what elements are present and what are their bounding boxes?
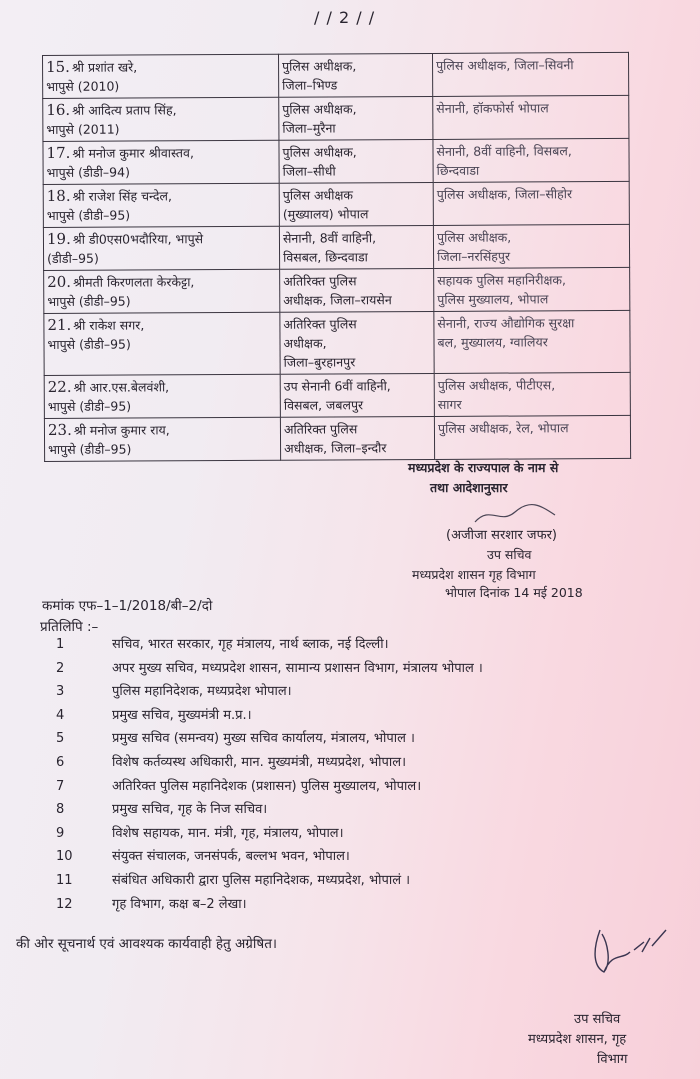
current-post-cell [280,268,434,312]
copy-number: 8 [56,802,65,818]
new-post-cell-to1: पुलिस अधीक्षक, रेल, भोपाल [437,420,569,436]
current-post-cell [279,139,433,183]
row-number: 17. [46,143,71,162]
officer-name: श्री राजेश सिंह चन्देल, [72,188,172,204]
new-post-cell [434,372,630,416]
current-post-cell-from1: पुलिस अधीक्षक [282,187,354,203]
officer-name: श्री मनोज कुमार श्रीवास्तव, [72,145,194,161]
new-post-cell [433,95,629,139]
new-post-cell-to1: सेनानी, राज्य औद्योगिक सुरक्षा [437,315,575,331]
officer-cell [43,183,279,227]
current-post-cell [280,311,434,374]
officer-cell [43,97,279,141]
row-number: 22. [47,377,72,396]
officer-cell [43,226,279,270]
table-row [43,224,629,270]
order-number: कमांक एफ–1–1/2018/बी–2/दो [42,598,213,614]
current-post-cell [279,225,433,269]
new-post-cell-to2: छिन्दवाडा [436,162,480,178]
copy-recipient: प्रमुख सचिव, मुख्यमंत्री म.प्र.। [112,707,252,723]
officer-name: श्री राकेश सगर, [73,317,145,333]
current-post-cell-from1: पुलिस अधीक्षक, [282,101,357,117]
signatory-designation: उप सचिव [487,547,532,562]
copy-heading: प्रतिलिपि :– [40,619,99,635]
copy-recipient: अपर मुख्य सचिव, मध्यप्रदेश शासन, सामान्य प्रशासन विभाग, मंत्रालय भोपाल । [112,660,483,676]
current-post-cell-from1: उप सेनानी 6वीं वाहिनी, [283,378,391,394]
copy-recipient: अतिरिक्त पुलिस महानिदेशक (प्रशासन) पुलिस मुख्यालय, भोपाल। [112,778,422,794]
current-post-cell-from1: पुलिस अधीक्षक, [282,144,357,160]
row-number: 23. [47,420,72,439]
copy-number: 4 [56,707,65,723]
current-post-cell [279,182,433,226]
new-post-cell-to2: जिला–नरसिंहपुर [437,248,511,264]
table-row [44,372,630,418]
table-row [43,138,629,184]
new-post-cell [432,52,628,96]
final-designation: उप सचिव [574,1012,621,1027]
page-number: / / 2 / / [314,8,376,27]
copy-number: 1 [56,637,65,652]
current-post-cell-from1: पुलिस अधीक्षक, [282,58,357,74]
copy-recipient: विशेष कर्तव्यस्थ अधिकारी, मान. मुख्यमंत्री, मध्यप्रदेश, भोपाल। [112,755,407,770]
officer-cell-cadre: भापुसे (2010) [46,78,120,94]
new-post-cell-to1: पुलिस अधीक्षक, [436,229,512,245]
copy-number: 9 [56,825,65,841]
copy-recipient: प्रमुख सचिव (समन्वय) मुख्य सचिव कार्यालय, मंत्रालय, भोपाल । [112,731,415,747]
current-post-cell-from1: अतिरिक्त पुलिस [283,316,357,332]
current-post-cell-from2: अधीक्षक, [283,335,327,351]
copy-number: 7 [56,778,65,794]
officer-cell-name [46,100,275,120]
current-post-cell-from1: अतिरिक्त पुलिस [283,421,358,437]
row-number: 20. [47,272,72,291]
copy-recipient: संयुक्त संचालक, जनसंपर्क, बल्लभ भवन, भोपाल। [112,849,350,865]
copy-recipient: प्रमुख सचिव, गृह के निज सचिव। [112,802,268,818]
officer-name: श्री आर.एस.बेलवंशी, [73,379,170,395]
current-post-cell-from3: जिला–बुरहानपुर [283,354,356,370]
copy-number: 3 [56,684,65,700]
officer-cell-name [48,420,277,440]
table-row [43,95,629,141]
new-post-cell [434,267,630,311]
new-post-cell [433,181,629,225]
copy-recipient: पुलिस महानिदेशक, मध्यप्रदेश भोपाल। [112,684,292,700]
row-number: 16. [46,100,71,119]
table-row [44,267,630,313]
new-post-cell-to2: पुलिस मुख्यालय, भोपाल [437,291,549,307]
current-post-cell [279,96,433,140]
officer-name: श्री प्रशांत खरे, [71,59,138,75]
handwritten-signature [582,922,682,982]
officer-cell-name [47,315,276,335]
current-post-cell-from1: अतिरिक्त पुलिस [283,273,357,289]
transfer-table [42,52,631,462]
officer-name: श्री मनोज कुमार राय, [73,422,170,438]
authority-line-2: तथा आदेशानुसार [430,480,508,495]
copy-number: 5 [56,731,65,747]
officer-cell-cadre: भापुसे (2011) [46,121,120,137]
copy-recipient: गृह विभाग, कक्ष ब–2 लेखा। [112,896,247,912]
copy-number: 12 [56,896,73,912]
new-post-cell [434,310,630,373]
closing-line: की ओर सूचनार्थ एवं आवश्यक कार्यवाही हेतु अग्रेषित। [16,936,278,952]
table-row [44,415,630,461]
signatory-department: मध्यप्रदेश शासन गृह विभाग [412,567,536,582]
new-post-cell [433,224,629,268]
officer-cell [44,269,280,313]
officer-cell-cadre: भापुसे (डीडी–95) [47,336,131,352]
new-post-cell-to1: पुलिस अधीक्षक, जिला–सिवनी [436,57,574,73]
officer-cell [44,417,280,461]
current-post-cell-from2: अधीक्षक, जिला–इन्दौर [284,440,387,456]
copy-number: 6 [56,755,65,770]
officer-cell [44,374,280,418]
row-number: 19. [46,229,71,248]
new-post-cell-to2: सागर [437,396,462,412]
officer-cell-name [47,272,276,292]
officer-cell [43,54,279,98]
officer-name: श्रीमती किरणलता केरकेट्टा, [73,274,195,290]
copy-number: 10 [56,849,73,865]
row-number: 15. [46,57,70,76]
current-post-cell [280,373,434,417]
new-post-cell-to1: सेनानी, हॉकफोर्स भोपाल [436,100,549,116]
current-post-cell-from2: (मुख्यालय) भोपाल [282,206,369,222]
officer-cell-name [47,186,276,206]
authority-line-1: मध्यप्रदेश के राज्यपाल के नाम से [408,460,559,475]
copy-number: 2 [56,660,65,676]
signatory-name: (अजीजा सरशार जफर) [446,528,557,543]
new-post-cell-to1: सहायक पुलिस महानिरीक्षक, [437,272,567,288]
new-post-cell [433,138,629,182]
row-number: 21. [47,315,72,334]
new-post-cell [434,415,630,459]
officer-cell-name [48,377,277,397]
current-post-cell-from2: जिला–मुरैना [282,120,336,136]
new-post-cell-to2: बल, मुख्यालय, ग्वालियर [437,334,548,350]
copy-recipient: संबंधित अधिकारी द्वारा पुलिस महानिदेशक, मध्यप्रदेश, भोपालं । [112,873,411,888]
final-department-suffix: विभाग [597,1052,628,1067]
row-number: 18. [46,186,71,205]
final-department: मध्यप्रदेश शासन, गृह [528,1032,627,1047]
current-post-cell-from2: विसबल, जबलपुर [283,397,364,413]
officer-cell-name [46,143,275,163]
officer-cell [43,140,279,184]
table-row [43,52,629,98]
new-post-cell-to1: पुलिस अधीक्षक, पीटीएस, [437,377,556,393]
current-post-cell-from2: जिला–सीधी [282,163,336,179]
current-post-cell-from2: विसबल, छिन्दवाडा [283,249,368,265]
new-post-cell-to1: सेनानी, 8वीं वाहिनी, विसबल, [436,143,572,159]
copy-number: 11 [56,873,73,888]
current-post-cell-from2: अधीक्षक, जिला–रायसेन [283,292,392,308]
officer-name: श्री आदित्य प्रताप सिंह, [72,102,177,118]
officer-name: श्री डी0एस0भदौरिया, भापुसे [72,231,204,247]
current-post-cell-from1: सेनानी, 8वीं वाहिनी, [282,230,377,246]
current-post-cell [278,53,432,97]
officer-cell-cadre: भापुसे (डीडी–95) [48,441,132,457]
officer-cell [44,312,280,375]
officer-cell-name [47,229,276,249]
officer-cell-cadre: भापुसे (डीडी–95) [46,207,131,223]
copy-recipient: सचिव, भारत सरकार, गृह मंत्रालय, नार्थ ब्लाक, नई दिल्ली। [112,637,389,652]
current-post-cell [280,416,434,460]
table-row [44,310,630,375]
officer-cell-cadre: (डीडी–95) [47,250,99,266]
place-date: भोपाल दिनांक 14 मई 2018 [445,585,583,600]
table-row [43,181,629,227]
current-post-cell-from2: जिला–भिण्ड [282,77,338,93]
officer-cell-cadre: भापुसे (डीडी–95) [47,398,132,414]
copy-recipient: विशेष सहायक, मान. मंत्री, गृह, मंत्रालय, भोपाल। [112,825,344,841]
officer-cell-cadre: भापुसे (डीडी–95) [47,293,131,309]
officer-cell-name [46,57,275,77]
officer-cell-cadre: भापुसे (डीडी–94) [46,164,130,180]
new-post-cell-to1: पुलिस अधीक्षक, जिला–सीहोर [436,186,573,202]
